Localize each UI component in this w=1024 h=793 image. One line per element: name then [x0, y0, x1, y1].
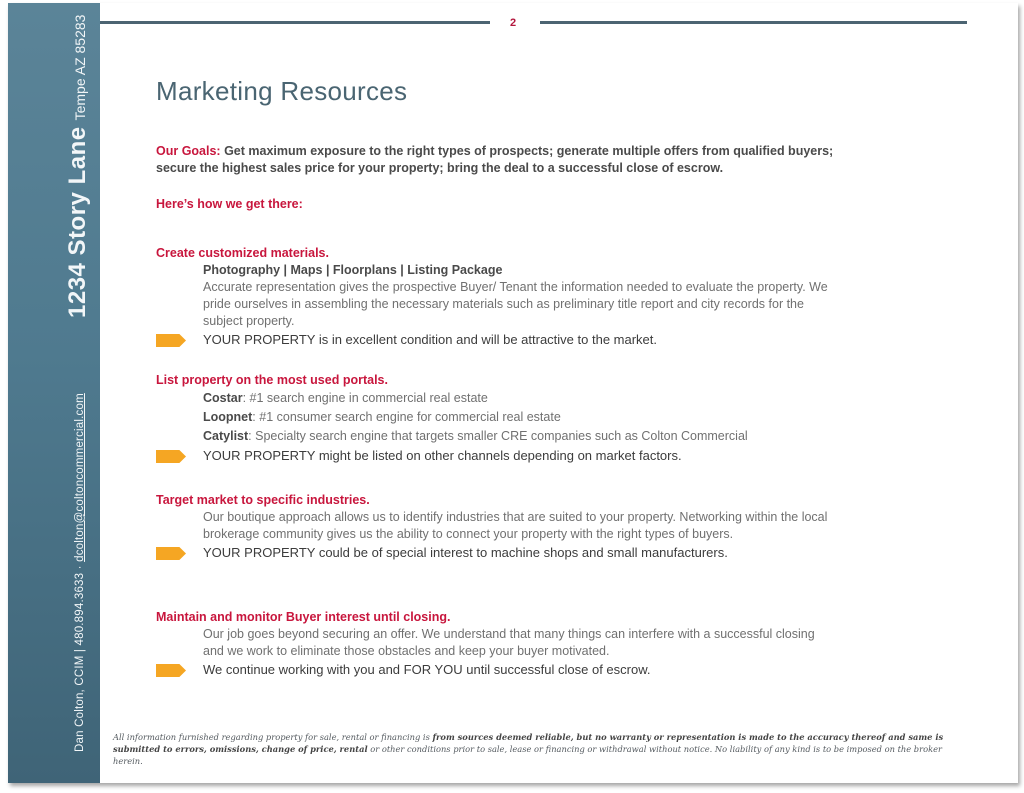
callout-text: YOUR PROPERTY could be of special interest to machine shops and small manufacturers. — [203, 545, 728, 560]
section-heading: Target market to specific industries. — [156, 493, 370, 507]
section-heading: List property on the most used portals. — [156, 373, 388, 387]
section-portals — [156, 372, 856, 467]
portal-desc: : #1 consumer search engine for commercial real estate — [252, 410, 561, 424]
goals-label: Our Goals: — [156, 144, 221, 158]
howto-heading: Here’s how we get there: — [156, 197, 303, 211]
portal-item — [203, 389, 856, 408]
portal-item — [203, 427, 856, 446]
disclaimer-part-1: All information furnished regarding property for sale, rental or financing is — [113, 732, 433, 742]
section-target-market — [156, 492, 856, 564]
callout — [156, 661, 856, 681]
portal-desc: : Specialty search engine that targets smaller CRE companies such as Colton Commercial — [248, 429, 748, 443]
arrow-marker-icon — [156, 334, 186, 347]
arrow-marker-icon — [156, 450, 186, 463]
portal-name: Catylist — [203, 429, 249, 443]
legal-disclaimer — [113, 731, 973, 767]
contact-email-link[interactable]: dcolton@coltoncommercial.com — [74, 393, 86, 562]
callout — [156, 447, 856, 467]
section-heading: Maintain and monitor Buyer interest until closing. — [156, 610, 451, 624]
header-rule-left — [100, 21, 490, 24]
portal-desc: : #1 search engine in commercial real estate — [242, 391, 488, 405]
portal-name: Loopnet — [203, 410, 253, 424]
section-buyer-interest — [156, 609, 856, 681]
section-materials — [156, 245, 856, 351]
portal-item — [203, 408, 856, 427]
contact-info — [74, 393, 86, 752]
section-heading: Create customized materials. — [156, 246, 329, 260]
callout-text: YOUR PROPERTY might be listed on other channels depending on market factors. — [203, 448, 682, 463]
contact-name: Dan Colton, CCIM — [74, 655, 86, 752]
arrow-marker-icon — [156, 547, 186, 560]
header-rule-right — [540, 21, 967, 24]
goals-paragraph — [156, 143, 876, 177]
contact-phone: | 480.894.3633 · — [74, 565, 86, 653]
disclaimer-part-3: or other conditions prior to sale, lease or financing or withdrawal without notice. No liability of any kind is to be imposed on the broker herein. — [113, 744, 942, 766]
section-subheading: Photography | Maps | Floorplans | Listing Package — [203, 263, 503, 277]
section-body: Our boutique approach allows us to identify industries that are suited to your property. Networking within the local brokerage community gives us the ability to connect your property with the right types of buyers. — [203, 510, 828, 541]
disclaimer-part-2: from sources deemed reliable, but no warranty or representation is made to the accuracy thereof and same is submitted to errors, omissions, change of price, rental — [113, 732, 944, 754]
portal-name: Costar — [203, 391, 243, 405]
callout-text: We continue working with you and FOR YOU until successful close of escrow. — [203, 662, 651, 677]
city-state-zip: Tempe AZ 85283 — [72, 14, 88, 121]
callout — [156, 331, 856, 351]
property-address — [64, 15, 92, 318]
callout — [156, 544, 856, 564]
page-number: 2 — [510, 17, 517, 29]
callout-text: YOUR PROPERTY is in excellent condition and will be attractive to the market. — [203, 332, 657, 347]
page-title: Marketing Resources — [156, 76, 408, 106]
goals-text: Get maximum exposure to the right types of prospects; generate multiple offers from qualified buyers; secure the highest sales price for your property; bring the deal to a successful close of escrow. — [156, 144, 834, 175]
section-body: Accurate representation gives the prospective Buyer/ Tenant the information needed to evaluate the property. We pride ourselves in assembling the necessary materials such as preliminary title report and city records for the subject property. — [203, 280, 828, 328]
arrow-marker-icon — [156, 664, 186, 677]
section-body: Our job goes beyond securing an offer. We understand that many things can interfere with a successful closing and we work to eliminate those obstacles and keep your buyer motivated. — [203, 627, 815, 658]
street-address: 1234 Story Lane — [64, 126, 91, 318]
